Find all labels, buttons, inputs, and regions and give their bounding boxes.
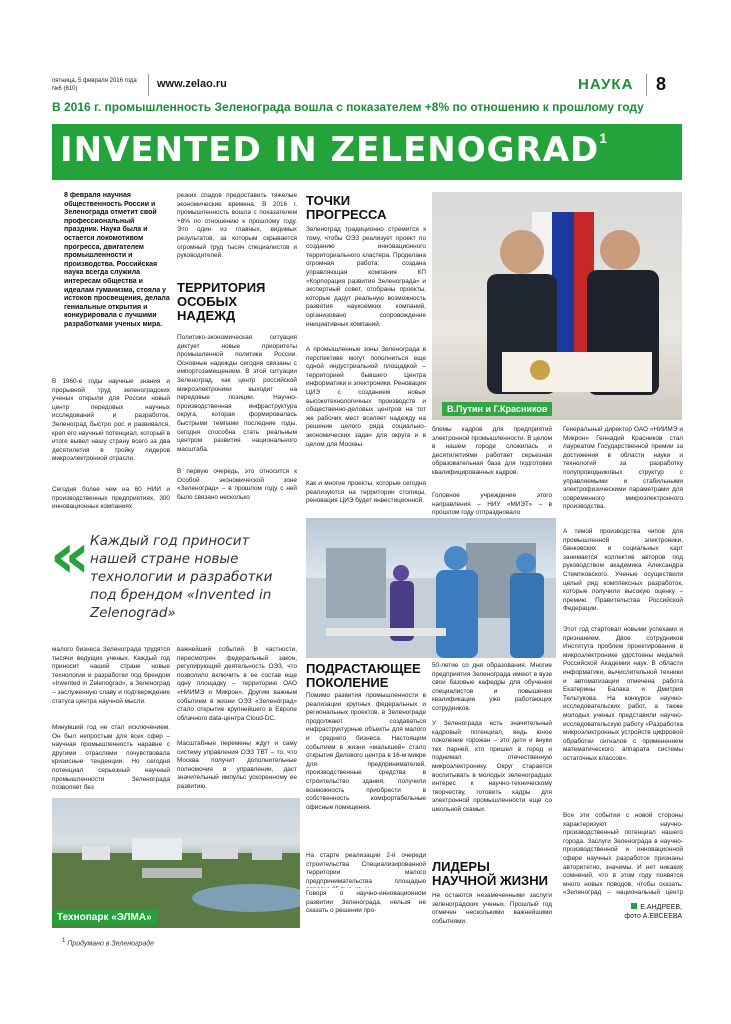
header-divider-1 [148, 74, 149, 96]
title-footnote-mark: 1 [599, 130, 608, 146]
subhead-growing: ПОДРАСТАЮЩЕЕ ПОКОЛЕНИЕ [306, 661, 421, 690]
col3-paragraph-1: Зеленоград традиционно стремится к тому, чтобы ОЭЗ реализует проект по созданию инновационного территориального кластера. Проделана огромная работа: создана управляющая компания КП «Корпорация развития Зеленограда» и экспертный совет, отобраны проекты, которые дадут реальную возможность развития наукоемких компаний, организовано сопровождение инициативных компаний. [306, 226, 426, 328]
right-paragraph-2: А темой производства чипов для промышленной электроники, банковских и социальных карт занимается коллектив авторов под руководством академика Александра Стемпковского. Ученые осуществили целый ряд комплексных разработок, которые получили высокую оценку – премию Правительства Российской Федерации. [563, 528, 683, 613]
header-divider-2 [646, 74, 647, 96]
photo-elma-image [52, 798, 300, 928]
grow2-paragraph-2: У Зеленограда есть значительный кадровый потенциал, ведь юное поколение горожан – это дети и внуки тех парней, кто пришел в город и поднимал отечественную микроэлектронику. Округ старается воспитывать в молодых зеленоградцах интерес к научно-техническому творчеству, готовить кадры для электронной промышленности еще со школьной скамьи. [432, 720, 552, 813]
byline-photo: фото А.ЕВСЕЕВА [624, 913, 682, 920]
right-paragraph-4: Все эти события с новой стороны характеризуют научно-производственный потенциал нашего города. Заслуги Зеленограда в научно-производственной и инновационной сфере научных разработок признаны авторитетно, значимы. И нет никаких сомнений, что в этом году появятся много новых поводов, чтобы сказать: «Зеленоград – национальный центр [563, 812, 683, 897]
quote-mark: « [50, 519, 91, 592]
article-title: INVENTED IN ZELENOGRAD [60, 130, 600, 170]
photo-putin-krasnikov-image [432, 192, 682, 420]
section-title: НАУКА [578, 76, 634, 93]
photo-elma [52, 798, 300, 928]
col2-paragraph-2: Политико-экономическая ситуация диктует новые приоритеты промышленной политики России. Основные надежды сегодня связаны с импортозамещением. В этой ситуации Зеленоград, как центр российской микроэлектроники выходит на передовые позиции. Научно-производственная инфраструктура округа, которая формировалась быстрыми темпами последние годы, сегодня способна стать реальным центром развития национального масштаба. [177, 334, 297, 453]
grow-paragraph-1: Помимо развития промышленности в реализации крупных федеральных и региональных проектов, в Зеленограде продолжают создаваться инфраструктурные объекты для малого и среднего бизнеса. Настоящим событием в жизни «малышей» стало открытие Делового центра в 16-м микре для предпринимателей, производственные средства в строительство здания, получили возможность приобрести в собственность комфортабельные офисные помещения. [306, 692, 426, 811]
byline-author-text: Е.АНДРЕЕВ, [640, 904, 682, 911]
col3-paragraph-2: А промышленные зоны Зеленограда в перспективе могут пополниться еще одной индустриальной площадкой – территорией бывшего Центра информатики и электроники. Реновация ЦИЭ с созданием новых высокотехнологичных производств и общественно-деловых центров на тот же рабочих мест вселяет надежду на решение целого ряда социально-экономических задач для округа и в целом для Москвы. [306, 346, 426, 448]
subhead-leaders: ЛИДЕРЫ НАУЧНОЙ ЖИЗНИ [432, 859, 548, 888]
photo-lab [306, 518, 556, 658]
photo-putin-caption: В.Путин и Г.Красников [442, 402, 552, 416]
pull-quote: Каждый год приносит нашей стране новые технологии и разработки под брендом «Invented in Zelenograd» [90, 533, 273, 621]
grow2-paragraph-1: 50-летие со дня образования. Многие предприятия Зеленограда имеют в вузе свои базовые кафедры для обучения специалистов и повышения квалификации уже работающих сотрудников. [432, 662, 552, 712]
grow-paragraph-2: На старте реализации 2-й очереди строительства Специализированной территории малого предпринимательства площадью [306, 852, 426, 885]
subhead-points: ТОЧКИ ПРОГРЕССА [306, 193, 387, 222]
photo-putin-krasnikov [432, 192, 682, 420]
date-text: пятница, 5 февраля 2016 года [52, 78, 137, 84]
lower1-paragraph-2: Минувший год не стал исключением. Он был непростым для всех сфер – научная промышленность наравне с другими отраслями почувствовала кризисные тенденции. Но сегодня потенциал серьезный научный промышленности Зеленограда позволяет без [52, 724, 170, 792]
byline [600, 903, 682, 921]
photo-elma-caption: Технопарк «ЭЛМА» [52, 910, 157, 925]
mid-paragraph-1: блемы кадров для предприятий электронной промышленности. В целом в нашем городе сложилась и десятилетиями работает серьезная образовательная база для подготовки квалифицированных кадров. [432, 426, 552, 476]
photo-lab-image [306, 518, 556, 658]
leaders-paragraph-1: Не остаются незамеченными заслуги зеленоградских ученых. Прошлый год отмечен несколькими важнейшими событиями. [432, 892, 552, 925]
subhead-territory: ТЕРРИТОРИЯ ОСОБЫХ НАДЕЖД [177, 280, 266, 323]
lower2-paragraph-1: важнейший событий. В частности, пересмотрен федеральный закон, регулирующий деятельность ОЭЗ, что позволило включить в ее состав еще одну площадку – территорию ОАО «НИИМЭ и Микрон». Другим важным событием в жизни ОЭЗ «Зеленоград» стало открытие крупнейшего в Европе облачного data-центра Cloud-DC. [177, 646, 297, 722]
site-url: www.zelao.ru [157, 78, 227, 90]
byline-author [600, 903, 682, 912]
footnote-number: 1 [62, 938, 66, 944]
col3-paragraph-3: Как и многие проекты, которые сегодня реализуются на территории столицы, реновация ЦИЭ будет инвестиционной. [306, 480, 426, 505]
footnote-text: Придумано в Зеленограде [67, 940, 154, 948]
mid-paragraph-2: Головное учреждение этого направления – НИУ «МИЭТ» – в прошлом году отпраздновало [432, 492, 552, 516]
right-paragraph-3: Этот год стартовал новыми успехами и признанием. Двое сотрудников Института проблем проектирования в микроэлектронике удостоены медалей Российской Академии наук. В области информатики, вычислительной техники и автоматизации отмечена работа Екатерины Балака и Дмитрия Тельтукова. На конкурсе научно-исследовательских работ, а также молодых ученых представили научно-исследовательскую работу «Разработка микроэлектронных устройств цифровой обработки сигналов с применением математического аппарата системы остаточных классов». [563, 626, 683, 762]
title-bar [52, 124, 682, 180]
lead-paragraph: 8 февраля научная общественность России и Зеленограда отметит свой профессиональный праздник. Наука была и остается локомотивом прогресса, двигателем промышленности и производства. Российская наука всегда служила интересам общества и идеалам гуманизма, стояла у истоков просвещения, делала гениальные открытия и конкурировала с лучшими разработками ученых мира. [64, 192, 170, 328]
lower1-paragraph-1: малого бизнеса Зеленограда трудятся тысячи ведущих ученых. Каждый год приносит нашей стране новые технологии и разработки под брендом «Invented in Zelenograd», а Зеленоград – заслуженную славу и подтверждение статуса центра научной мысли. [52, 646, 170, 705]
col2-paragraph-1: резких спадов предоставить тяжелые экономические времена. В 2016 г. промышленность вошла с показателем +8% по отношению к прошлому году. Это один из главных, видимых результатов, за которым скрывается огромный труд тысяч специалистов и руководителей. [177, 192, 297, 260]
footnote [62, 938, 154, 947]
grow-paragraph-3: Говоря о научно-инновационном развитии Зеленограда, нельзя не сказать о решении про- [306, 890, 426, 915]
col2-paragraph-3: В первую очередь, это относится к Особой экономической зоне «Зеленоград» – в прошлом году с ней было связано несколько [177, 468, 297, 501]
issue-number: №6 (610) [52, 86, 78, 92]
issue-date [52, 77, 152, 93]
page-number: 8 [656, 74, 667, 94]
title-text-wrap [60, 130, 607, 170]
lower2-paragraph-2: Масштабные перемены ждут и саму систему управления ОЭЗ ТВТ – то, что Москва получит дополнительные полномочия в управлении, даст значительный импульс ускоренному ее развитию. [177, 740, 297, 790]
col1-paragraph-2: Сегодня более чем на 60 НИИ и производственных предприятиях, 300 инновационных компаниях [52, 486, 170, 511]
headline: В 2016 г. промышленность Зеленограда вошла с показателем +8% по отношению к прошлому году [52, 100, 644, 114]
right-paragraph-1: Генеральный директор ОАО «НИИМЭ и Микрон» Геннадий Красников стал лауреатом Государственной премии за достижения в области науки и технологий за разработку полупроводниковых структур с управляемыми и стабильными электрофизическими параметрами для современного микроэлектронного производства. [563, 426, 683, 511]
col1-paragraph-1: В 1960-е годы научные знания и прорывной труд зеленоградских ученых открыли для России новый центр передовых научных исследований и разработок. Зеленоград быстро рос и развивался, креп его научный потенциал, который в итоге вывел нашу страну всего за два десятилетия в тройку лидеров микроэлектронной отрасли. [52, 378, 170, 463]
